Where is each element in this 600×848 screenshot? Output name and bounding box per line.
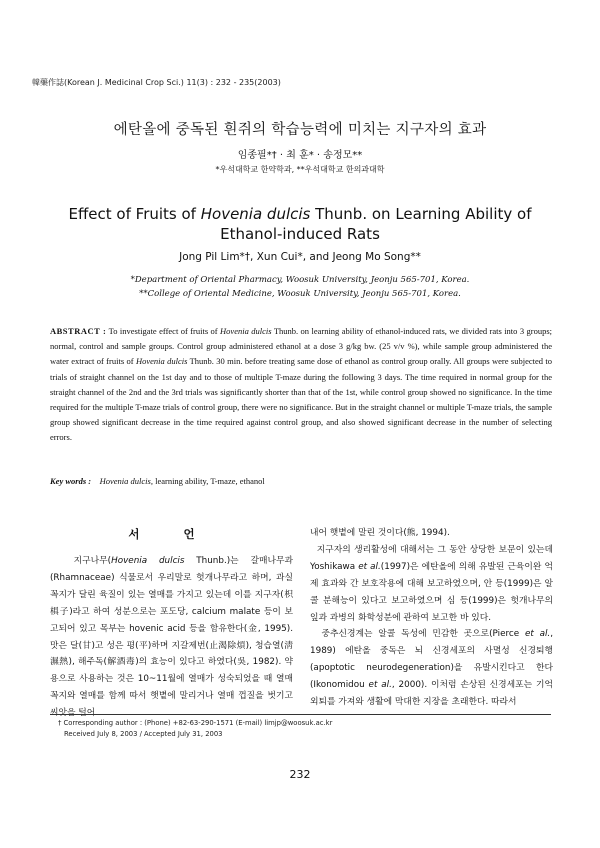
korean-authors: 임종필*† · 최 훈* · 송정모** bbox=[237, 150, 363, 161]
english-authors: Jong Pil Lim*†, Xun Cui*, and Jeong Mo Song** bbox=[179, 251, 421, 263]
journal-header: 韓藥作誌(Korean J. Medicinal Crop Sci.) 11(3) : 232 - 235(2003) bbox=[32, 78, 281, 87]
korean-title: 에탄올에 중독된 흰쥐의 학습능력에 미치는 지구자의 효과 bbox=[113, 122, 487, 138]
abstract-label: ABSTRACT : bbox=[50, 326, 107, 336]
abstract-text-c: Thunb. 30 min. before treating same dose of ethanol as control group orally. All groups were subjected to trials of straight channel on the 1st day and to those of multiple T-maze during the following 3 days. The time required in normal group for the straight channel of the 2nd and the 3rd trials was significantly shorter than that of the 1st, while control group showed no significance. In the time required for the multiple T-maze trials of control group, there were no significance. But in the straight channel or multiple T-maze trials, the sample group showed significant decrease in the time required against control group, and also showed significant decrease in the number of selecting errors. bbox=[50, 356, 552, 443]
right-p3-b: , 1989) 에탄올 중독은 뇌 신경세포의 사멸성 신경퇴행(apoptotic neurodegeneration)을 유발시킨다고 한다(Ikonomidou bbox=[310, 629, 553, 691]
right-p3-c: , 2000). 이처럼 손상된 신경세포는 기억외퇴를 가져와 생활에 막대한 지장을 초래한다. 따라서 bbox=[310, 680, 553, 708]
footnote-divider bbox=[50, 714, 551, 715]
left-paragraph-1 bbox=[50, 553, 293, 722]
english-affiliations bbox=[0, 273, 600, 301]
keywords-species: Hovenia dulcis, bbox=[99, 476, 153, 486]
right-p2-b: (1997)은 에탄올에 의해 유발된 근육이완 억제 효과와 간 보호작용에 대해 보고하였으며, 안 등(1999)은 알콜 분해능이 있다고 보고하였으며 심 등(1999)은 헛개나무의 잎과 과병의 화학성분에 관하여 보고한 바 있다. bbox=[310, 561, 553, 623]
affiliation-2: **College of Oriental Medicine, Woosuk University, Jeonju 565-701, Korea. bbox=[139, 289, 461, 299]
footnote bbox=[58, 718, 332, 740]
keywords-label: Key words : bbox=[50, 476, 92, 486]
right-p2-a: 지구자의 생리활성에 대해서는 그 동안 상당한 보문이 있는데 Yoshikawa bbox=[310, 544, 553, 572]
right-p3-a: 중추신경계는 알콜 독성에 민감한 곳으로(Pierce bbox=[321, 629, 525, 640]
affiliation-1: *Department of Oriental Pharmacy, Woosuk University, Jeonju 565-701, Korea. bbox=[130, 275, 470, 285]
abstract-text-a: To investigate effect of fruits of bbox=[106, 326, 221, 336]
page-number: 232 bbox=[289, 768, 311, 781]
left-p1-b: Thunb.)는 갈매나무과 (Rhamnaceae) 식물로서 우리말로 헛개나무라고 하며, 과실 꼭지가 달린 육질이 있는 열매를 가지고 있는데 이를 지구자(枳椇子)라고 하여 성분으로는 포도당, calcium malate 등이 보고되어 있고 목부는 hovenic acid 등을 함유한다(金, 1995). 맛은 달(甘)고 성은 평(平)하며 지갈제번(止渴除煩), 청습열(淸濕熱), 해주독(解酒毒)의 효능이 있다고 하였다(吳, 1982). 약용으로 사용하는 것은 10~11월에 열매가 성숙되었을 때 열매꼭지와 열매를 함께 따서 햇볕에 말리거나 열매 껍질을 벗기고 씨앗을 털어 bbox=[50, 556, 293, 719]
abstract-text-b: Thunb. on learning ability of ethanol-induced rats, we divided rats into 3 groups; normal, control and sample groups. Control group administered ethanol at a dose 3 g/kg bw. (25 v/v %), while sample group administered the water extract of fruits of bbox=[50, 326, 552, 367]
right-p3-etal-1: et al. bbox=[524, 629, 551, 640]
right-paragraph-3 bbox=[310, 626, 553, 711]
title-part-1: Effect of Fruits of bbox=[68, 205, 201, 223]
english-title bbox=[40, 204, 560, 244]
left-p1-a: 지구나무( bbox=[73, 556, 112, 566]
korean-affiliations: *우석대학교 한약학과, **우석대학교 한의과대학 bbox=[215, 165, 385, 174]
right-p3-etal-2: et al. bbox=[368, 680, 392, 691]
abstract-species-a: Hovenia dulcis bbox=[220, 326, 272, 336]
left-p1-species: Hovenia dulcis bbox=[111, 556, 185, 566]
title-species: Hovenia dulcis bbox=[200, 205, 311, 223]
section-title-introduction: 서 언 bbox=[128, 527, 215, 541]
right-paragraph-2 bbox=[310, 542, 553, 627]
right-paragraph-1: 내어 햇볕에 말린 것이다(熊, 1994). bbox=[310, 528, 450, 538]
abstract bbox=[50, 324, 552, 446]
abstract-species-b: Hovenia dulcis bbox=[135, 356, 188, 367]
footnote-corresponding-author: † Corresponding author : (Phone) +82-63-290-1571 (E-mail) limjp@woosuk.ac.kr bbox=[58, 719, 333, 727]
footnote-received: Received July 8, 2003 / Accepted July 31, 2003 bbox=[64, 730, 223, 738]
right-column bbox=[310, 525, 553, 711]
keywords-rest: learning ability, T-maze, ethanol bbox=[152, 476, 265, 486]
keywords bbox=[50, 476, 552, 486]
right-p2-etal: et al. bbox=[358, 561, 381, 572]
title-part-2: Thunb. on Learning Ability of Ethanol-induced Rats bbox=[220, 205, 532, 243]
left-column bbox=[50, 553, 293, 722]
